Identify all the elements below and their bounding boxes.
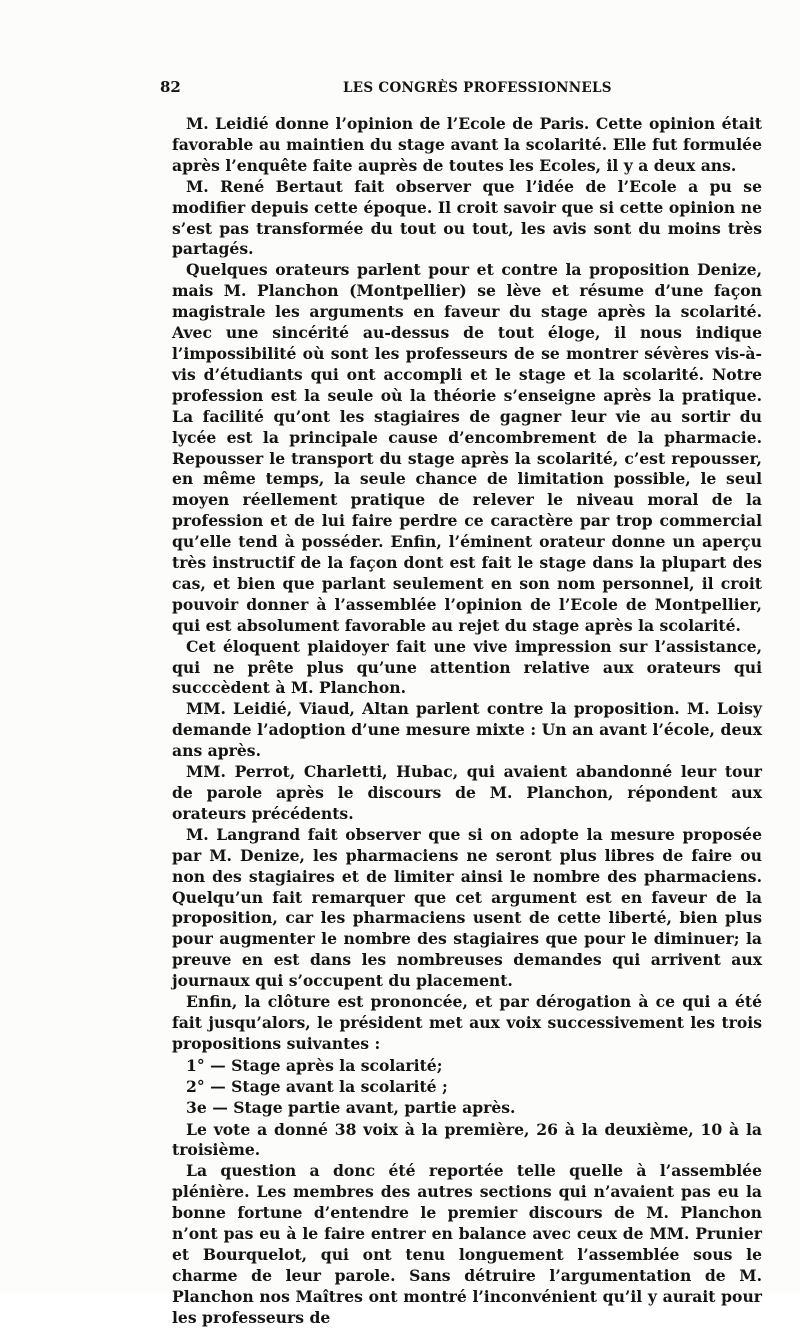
running-title: LES CONGRÈS PROFESSIONNELS (343, 80, 612, 96)
paragraph-assemblee-pleniere: La question a donc été reportée telle quelle à l’assemblée plénière. Les membres des autres sections qui n’avaient pas eu la bonne fortune d’entendre le premier discours de M. Planchon n’ont pas eu à le faire entrer en balance avec ceux de MM. Prunier et Bourquelot, qui ont tenu longuement l’assemblée sous le charme de leur parole. Sans détruire l’argumentation de M. Planchon nos Maîtres ont montré l’inconvénient qu’il y aurait pour les professeurs de (172, 1161, 762, 1327)
paragraph-bertaut: M. René Bertaut fait observer que l’idée de l’Ecole a pu se modifier depuis cette époque. Il croit savoir que si cette opinion ne s’est pas transformée du tout ou tout, les avis sont du moins très partagés. (172, 176, 762, 259)
paragraph-langrand: M. Langrand fait observer que si on adopte la mesure proposée par M. Denize, les pharmaciens ne seront plus libres de faire ou non des stagiaires et de limiter ainsi le nombre des pharmaciens. Quelqu’un fait remarquer que cet argument est en faveur de la proposition, car les pharmaciens usent de cette liberté, bien plus pour augmenter le nombre des stagiaires que pour le diminuer; la preuve en est dans les nombreuses demandes qui arrivent aux journaux qui s’occupent du placement. (172, 824, 762, 991)
paragraph-cloture: Enfin, la clôture est prononcée, et par dérogation à ce qui a été fait jusqu’alors, le président met aux voix successivement les trois propositions suivantes : (172, 992, 762, 1053)
paragraph-leidie-opinion: M. Leidié donne l’opinion de l’Ecole de Paris. Cette opinion était favorable au maintien du stage avant la scolarité. Elle fut formulée après l’enquête faite auprès de toutes les Ecoles, il y a deux ans. (172, 114, 762, 175)
proposition-item: 1° — Stage après la scolarité; (186, 1055, 443, 1075)
paragraph-impression: Cet éloquent plaidoyer fait une vive impression sur l’assistance, qui ne prête plus qu’une attention relative aux orateurs qui succcèdent à M. Planchon. (172, 636, 762, 698)
page-header (160, 78, 760, 102)
proposition-item: 2° — Stage avant la scolarité ; (186, 1076, 448, 1096)
paragraph-planchon-speech: Quelques orateurs parlent pour et contre la proposition Denize, mais M. Planchon (Montpellier) se lève et résume d’une façon magistrale les arguments en faveur du stage après la scolarité. Avec une sincérité au-dessus de tout éloge, il nous indique l’impossibilité où sont les professeurs de se montrer sévères vis-à-vis d’étudiants qui ont accompli et le stage et la scolarité. Notre profession est la seule où la théorie s’enseigne après la pratique. La facilité qu’ont les stagiaires de gagner leur vie au sortir du lycée est la principale cause d’encombrement de la pharmacie. Repousser le transport du stage après la scolarité, c’est repousser, en même temps, la seule chance de limitation possible, le seul moyen réellement pratique de relever le niveau moral de la profession et de lui faire perdre ce caractère par trop commercial qu’elle tend à posséder. Enfin, l’éminent orateur donne un aperçu très instructif de la façon dont est fait le stage dans la plupart des cas, et bien que parlant seulement en son nom personnel, il croit pouvoir donner à l’assemblée l’opinion de l’Ecole de Montpellier, qui est absolument favorable au rejet du stage après la scolarité. (172, 260, 762, 635)
propositions-list (172, 1056, 762, 1119)
paragraph-replies: MM. Perrot, Charletti, Hubac, qui avaient abandonné leur tour de parole après le discours de M. Planchon, répondent aux orateurs précédents. (172, 762, 762, 823)
proposition-item: 3e — Stage partie avant, partie après. (186, 1097, 516, 1117)
page-body (172, 114, 762, 1329)
paragraph-vote-result: Le vote a donné 38 voix à la première, 26 à la deuxième, 10 à la troisième. (172, 1119, 762, 1160)
paragraph-mesure-mixte: MM. Leidié, Viaud, Altan parlent contre la proposition. M. Loisy demande l’adoption d’une mesure mixte : Un an avant l’école, deux ans après. (172, 699, 762, 761)
page-number: 82 (160, 78, 181, 96)
